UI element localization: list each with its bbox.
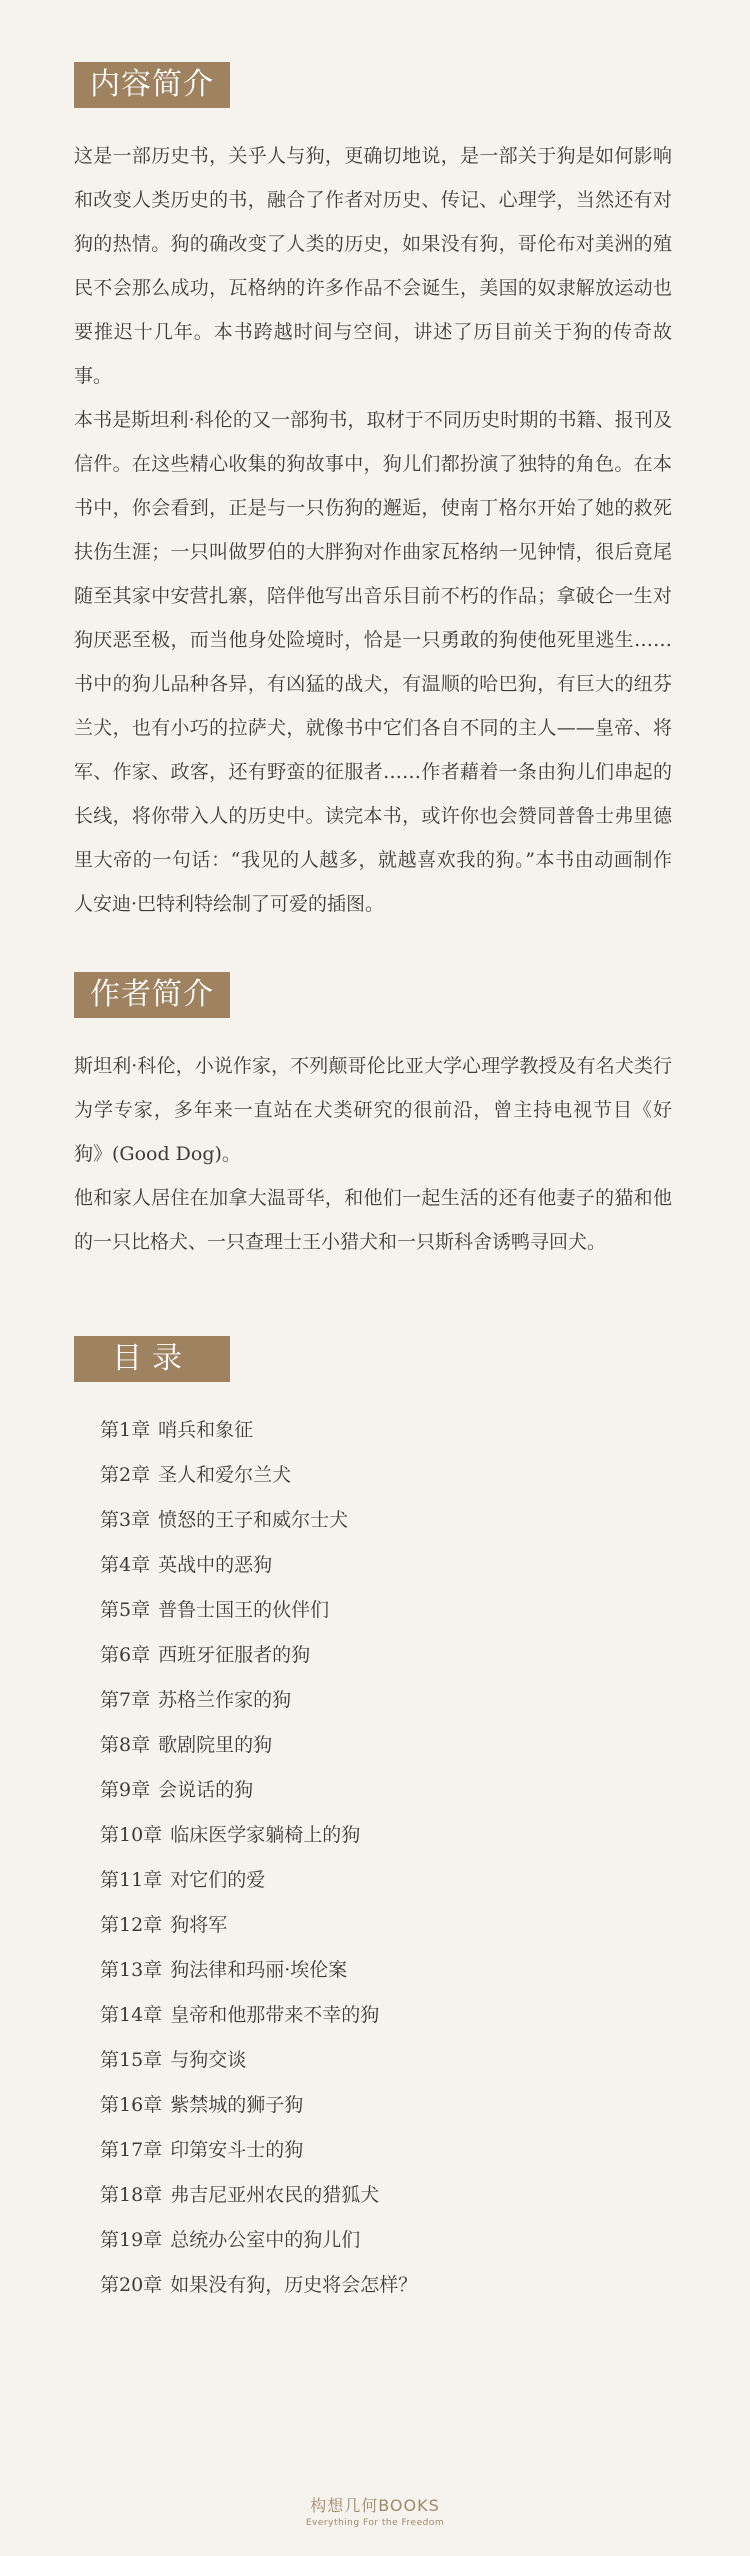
intro-header: 内容简介 [74, 62, 230, 108]
toc-chapter-title: 与狗交谈 [170, 2049, 247, 2071]
toc-chapter-title: 狗将军 [170, 1914, 228, 1936]
toc-chapter-number: 第8章 [100, 1734, 151, 1756]
toc-chapter-title: 如果没有狗，历史将会怎样？ [170, 2274, 418, 2296]
footer-logo [0, 2496, 750, 2530]
author-header: 作者简介 [74, 972, 230, 1018]
toc-chapter-number: 第16章 [100, 2094, 163, 2116]
toc-chapter-number: 第1章 [100, 1419, 151, 1441]
author-text [74, 1044, 672, 1264]
toc-chapter-number: 第5章 [100, 1599, 151, 1621]
toc-item [100, 1633, 672, 1678]
footer-tagline: Everything For the Freedom [305, 2518, 445, 2528]
toc-chapter-number: 第6章 [100, 1644, 151, 1666]
toc-chapter-title: 苏格兰作家的狗 [158, 1689, 292, 1711]
toc-chapter-title: 印第安斗士的狗 [170, 2139, 304, 2161]
toc-chapter-title: 对它们的爱 [170, 1869, 266, 1891]
toc-item [100, 1543, 672, 1588]
toc-chapter-title: 普鲁士国王的伙伴们 [158, 1599, 330, 1621]
toc-chapter-title: 临床医学家躺椅上的狗 [170, 1824, 361, 1846]
toc-item [100, 2083, 672, 2128]
toc-chapter-title: 紫禁城的狮子狗 [170, 2094, 304, 2116]
toc-item [100, 1588, 672, 1633]
toc-chapter-number: 第11章 [100, 1869, 163, 1891]
toc-chapter-title: 愤怒的王子和威尔士犬 [158, 1509, 349, 1531]
toc-chapter-title: 歌剧院里的狗 [158, 1734, 273, 1756]
toc-chapter-title: 会说话的狗 [158, 1779, 254, 1801]
toc-list [100, 1408, 672, 2308]
toc-item [100, 1768, 672, 1813]
toc-item [100, 1993, 672, 2038]
toc-chapter-title: 哨兵和象征 [158, 1419, 254, 1441]
toc-chapter-number: 第4章 [100, 1554, 151, 1576]
toc-chapter-number: 第18章 [100, 2184, 163, 2206]
toc-item [100, 1948, 672, 1993]
author-paragraph: 斯坦利·科伦，小说作家，不列颠哥伦比亚大学心理学教授及有名犬类行为学专家，多年来一直站在犬类研究的很前沿，曾主持电视节目《好狗》(Good Dog)。 [74, 1055, 672, 1165]
toc-chapter-number: 第15章 [100, 2049, 163, 2071]
toc-chapter-number: 第7章 [100, 1689, 151, 1711]
toc-item [100, 2263, 672, 2308]
toc-item [100, 1903, 672, 1948]
intro-paragraph: 本书是斯坦利·科伦的又一部狗书，取材于不同历史时期的书籍、报刊及信件。在这些精心收集的狗故事中，狗儿们都扮演了独特的角色。在本书中，你会看到，正是与一只伤狗的邂逅，使南丁格尔开始了她的救死扶伤生涯；一只叫做罗伯的大胖狗对作曲家瓦格纳一见钟情，很后竟尾随至其家中安营扎寨，陪伴他写出音乐目前不朽的作品；拿破仑一生对狗厌恶至极，而当他身处险境时，恰是一只勇敢的狗使他死里逃生…… 书中的狗儿品种各异，有凶猛的战犬，有温顺的哈巴狗，有巨大的纽芬兰犬，也有小巧的拉萨犬，就像书中它们各自不同的主人——皇帝、将军、作家、政客，还有野蛮的征服者……作者藉着一条由狗儿们串起的长线，将你带入人的历史中。读完本书，或许你也会赞同普鲁士弗里德里大帝的一句话：“我见的人越多，就越喜欢我的狗。”本书由动画制作人安迪·巴特利特绘制了可爱的插图。 [74, 409, 672, 915]
toc-item [100, 1813, 672, 1858]
toc-chapter-title: 皇帝和他那带来不幸的狗 [170, 2004, 380, 2026]
toc-chapter-number: 第3章 [100, 1509, 151, 1531]
toc-chapter-number: 第20章 [100, 2274, 163, 2296]
toc-item [100, 1498, 672, 1543]
toc-item [100, 1723, 672, 1768]
toc-chapter-number: 第10章 [100, 1824, 163, 1846]
toc-chapter-title: 西班牙征服者的狗 [158, 1644, 311, 1666]
toc-item [100, 2218, 672, 2263]
toc-chapter-number: 第2章 [100, 1464, 151, 1486]
toc-chapter-title: 弗吉尼亚州农民的猎狐犬 [170, 2184, 380, 2206]
intro-paragraph: 这是一部历史书，关乎人与狗，更确切地说，是一部关于狗是如何影响和改变人类历史的书，融合了作者对历史、传记、心理学，当然还有对狗的热情。狗的确改变了人类的历史，如果没有狗，哥伦布对美洲的殖民不会那么成功，瓦格纳的许多作品不会诞生，美国的奴隶解放运动也要推迟十几年。本书跨越时间与空间，讲述了历目前关于狗的传奇故事。 [74, 145, 672, 387]
footer-brand: 构想几何BOOKS [310, 2496, 440, 2515]
toc-item [100, 2038, 672, 2083]
toc-item [100, 2128, 672, 2173]
toc-item [100, 1408, 672, 1453]
toc-chapter-number: 第19章 [100, 2229, 163, 2251]
toc-header: 目录 [74, 1336, 230, 1382]
toc-item [100, 1858, 672, 1903]
toc-chapter-number: 第12章 [100, 1914, 163, 1936]
toc-chapter-title: 圣人和爱尔兰犬 [158, 1464, 292, 1486]
toc-chapter-title: 英战中的恶狗 [158, 1554, 273, 1576]
toc-chapter-title: 总统办公室中的狗儿们 [170, 2229, 361, 2251]
toc-chapter-number: 第13章 [100, 1959, 163, 1981]
toc-chapter-number: 第14章 [100, 2004, 163, 2026]
toc-chapter-number: 第9章 [100, 1779, 151, 1801]
toc-chapter-number: 第17章 [100, 2139, 163, 2161]
toc-item [100, 1453, 672, 1498]
toc-item [100, 2173, 672, 2218]
toc-item [100, 1678, 672, 1723]
intro-text [74, 134, 672, 926]
toc-chapter-title: 狗法律和玛丽·埃伦案 [170, 1959, 348, 1981]
author-paragraph: 他和家人居住在加拿大温哥华，和他们一起生活的还有他妻子的猫和他的一只比格犬、一只查理士王小猎犬和一只斯科舍诱鸭寻回犬。 [74, 1187, 672, 1253]
